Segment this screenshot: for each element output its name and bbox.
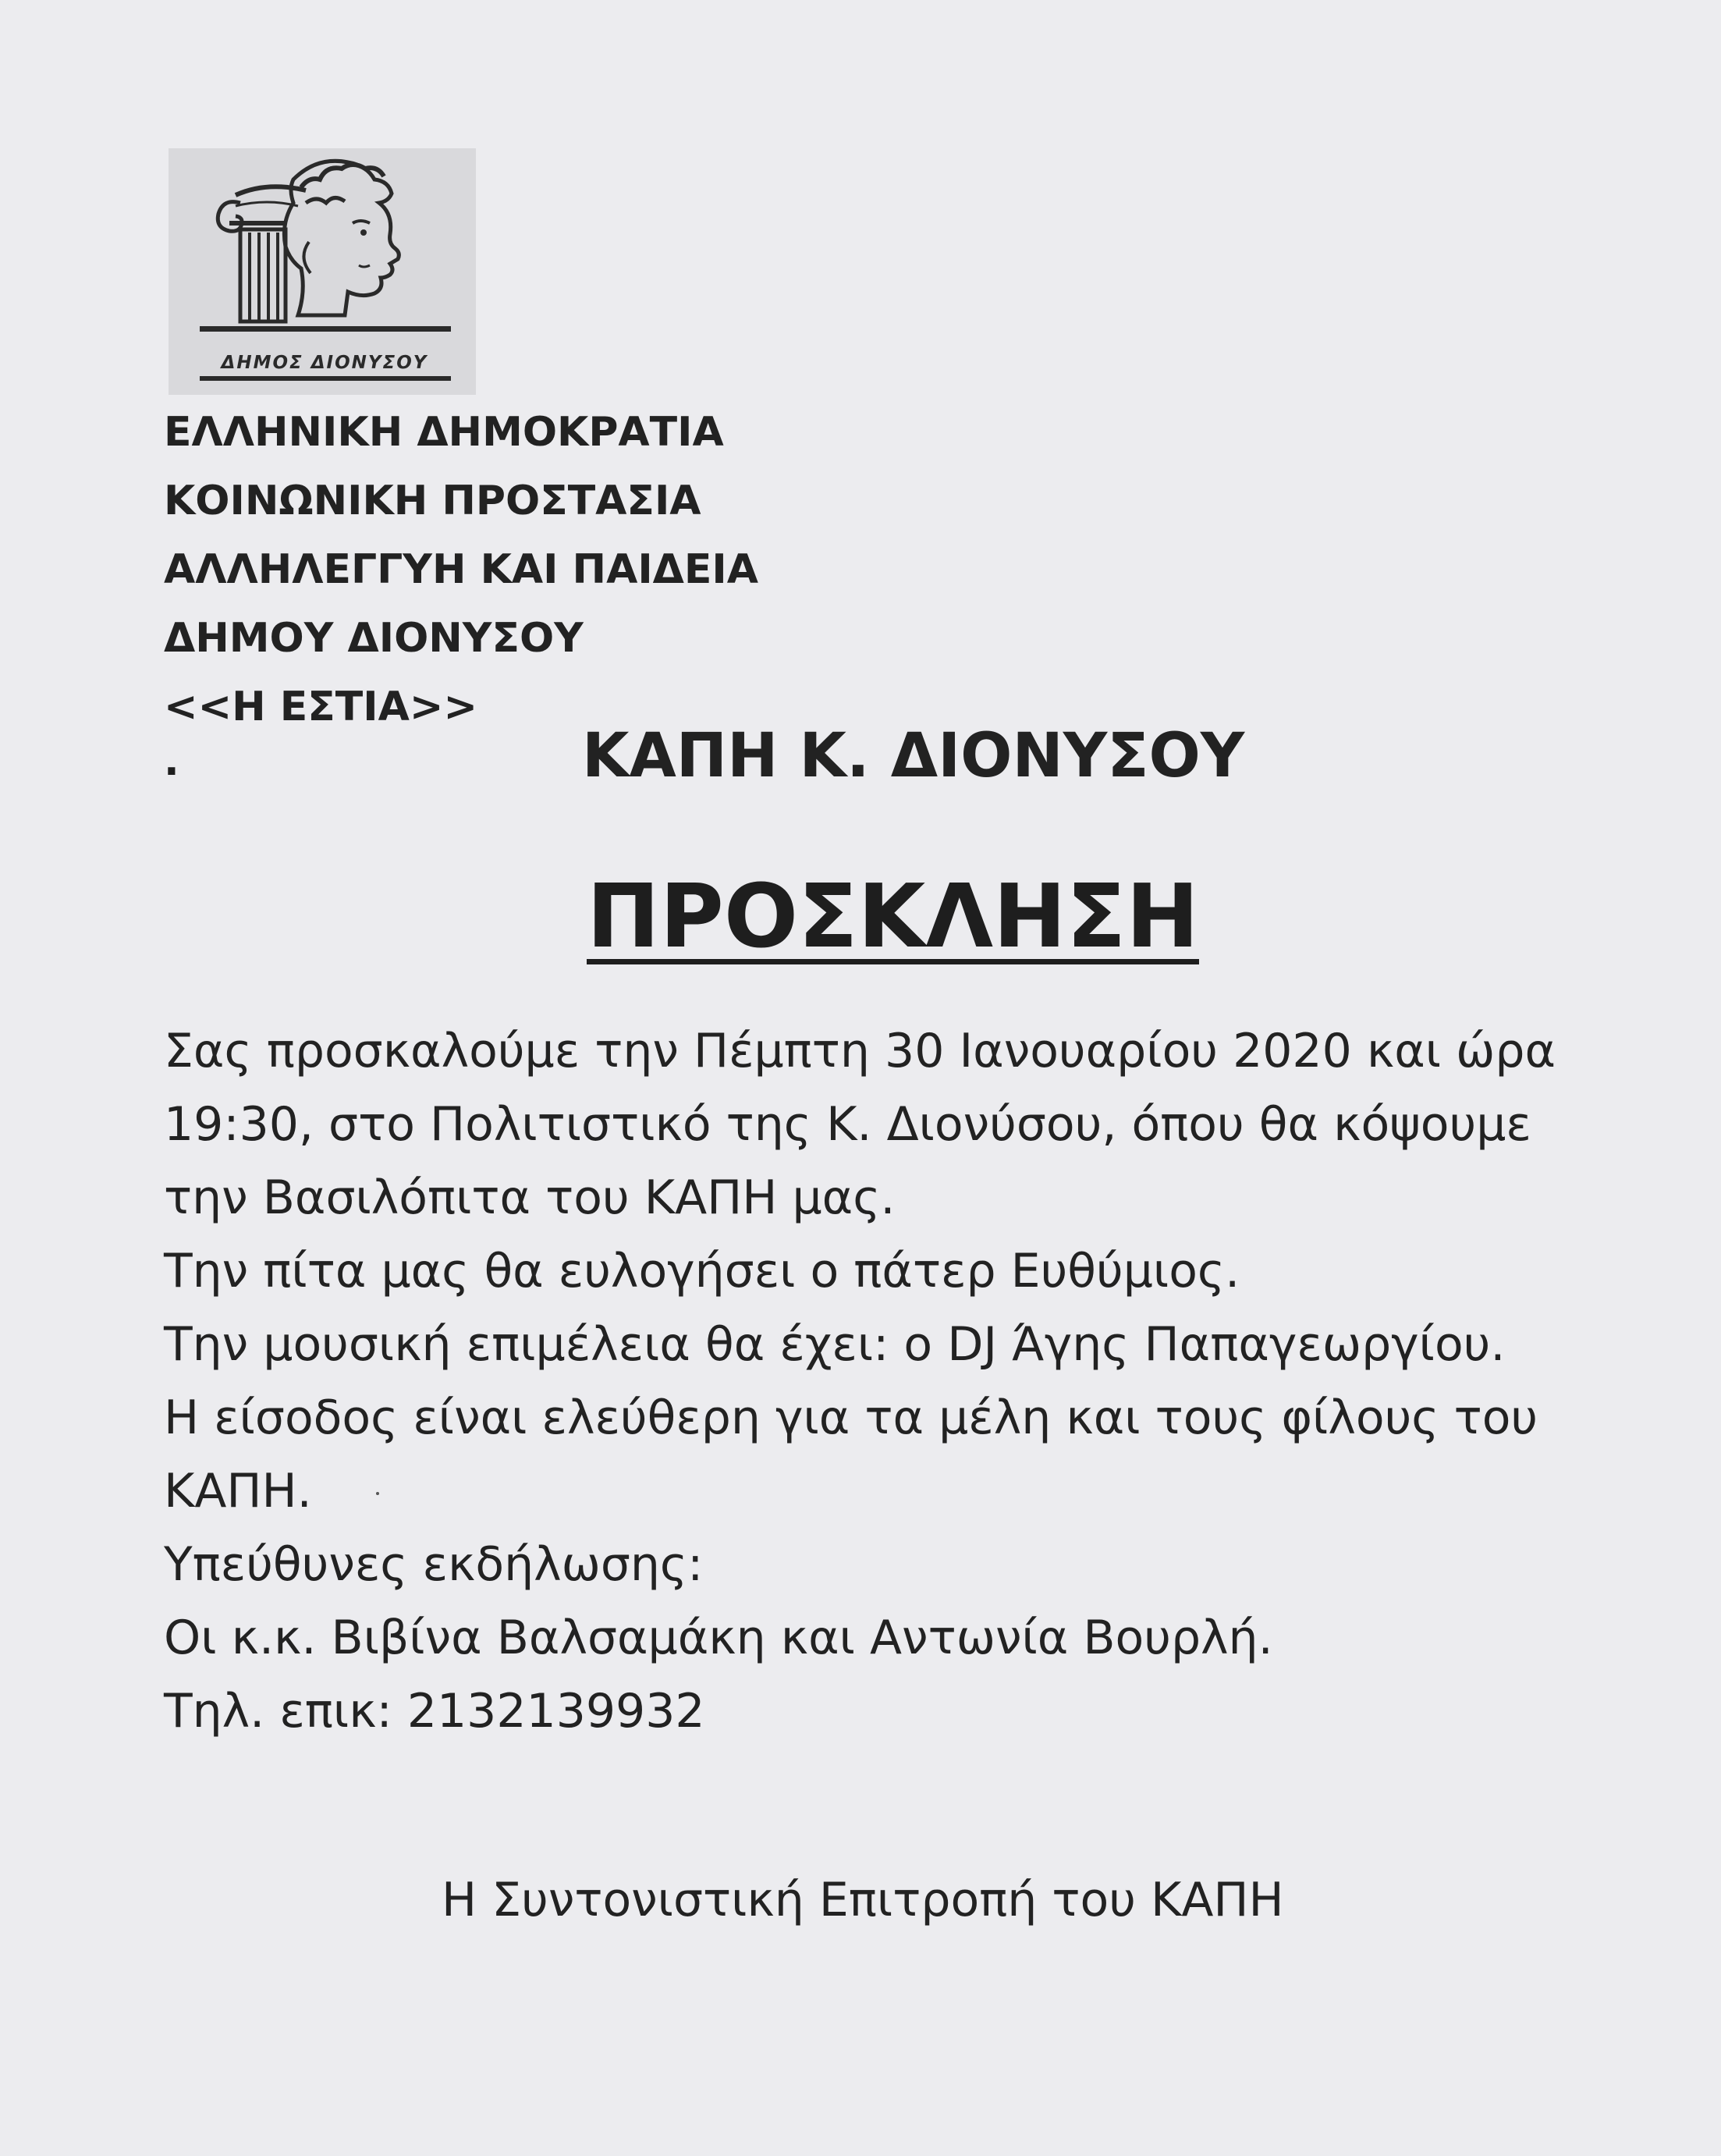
header-line: ΑΛΛΗΛΕΓΓΥΗ ΚΑΙ ΠΑΙΔΕΙΑ bbox=[164, 546, 759, 593]
body-line: Οι κ.κ. Βιβίνα Βαλσαμάκη και Αντωνία Βουρλή. bbox=[164, 1611, 1273, 1665]
signature-line: Η Συντονιστική Επιτροπή του ΚΑΠΗ bbox=[442, 1873, 1284, 1927]
municipality-logo bbox=[169, 148, 476, 395]
logo-caption: ΔΗΜΟΣ ΔΙΟΝΥΣΟΥ bbox=[221, 353, 428, 373]
ionic-column-dionysus-head-icon bbox=[169, 148, 476, 395]
header-line: <<Η ΕΣΤΙΑ>> bbox=[164, 684, 478, 730]
stray-dot: . bbox=[164, 738, 179, 785]
body-line: Τηλ. επικ: 2132139932 bbox=[164, 1684, 705, 1739]
invitation-heading: ΠΡΟΣΚΛΗΣΗ bbox=[587, 866, 1199, 968]
body-line: την Βασιλόπιτα του ΚΑΠΗ μας. bbox=[164, 1170, 896, 1225]
body-line: Η είσοδος είναι ελεύθερη για τα μέλη και τους φίλους του bbox=[164, 1391, 1538, 1445]
scan-speck bbox=[376, 1492, 379, 1495]
body-line: Σας προσκαλούμε την Πέμπτη 30 Ιανουαρίου 2020 και ώρα bbox=[164, 1024, 1556, 1078]
kapi-title: ΚΑΠΗ Κ. ΔΙΟΝΥΣΟΥ bbox=[582, 721, 1245, 791]
body-line: Υπεύθυνες εκδήλωσης: bbox=[164, 1537, 704, 1592]
body-line: Την μουσική επιμέλεια θα έχει: ο DJ Άγης Παπαγεωργίου. bbox=[164, 1317, 1506, 1372]
invitation-body bbox=[164, 1014, 1631, 1748]
header-line: ΔΗΜΟΥ ΔΙΟΝΥΣΟΥ bbox=[164, 615, 584, 662]
body-line: ΚΑΠΗ. bbox=[164, 1464, 312, 1518]
body-line: Την πίτα μας θα ευλογήσει ο πάτερ Ευθύμιος. bbox=[164, 1244, 1240, 1298]
header-line: ΕΛΛΗΝΙΚΗ ΔΗΜΟΚΡΑΤΙΑ bbox=[164, 409, 724, 456]
organization-header bbox=[164, 398, 758, 741]
body-line: 19:30, στο Πολιτιστικό της Κ. Διονύσου, όπου θα κόψουμε bbox=[164, 1097, 1531, 1152]
header-line: ΚΟΙΝΩΝΙΚΗ ΠΡΟΣΤΑΣΙΑ bbox=[164, 478, 701, 524]
